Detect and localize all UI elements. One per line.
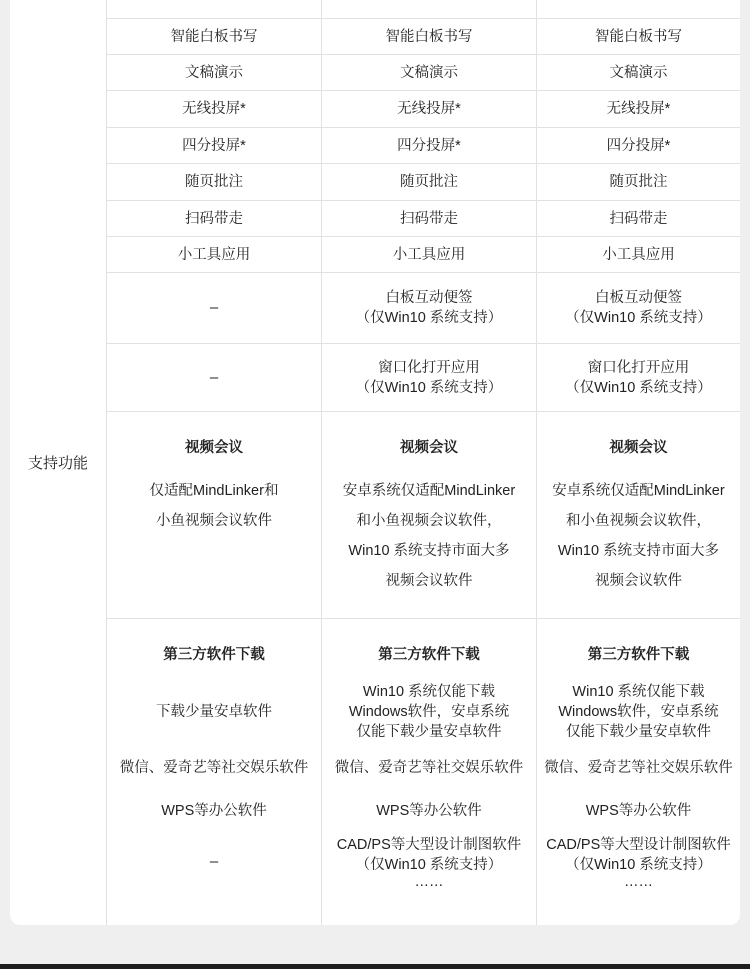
comparison-table <box>10 0 740 925</box>
table-cell: – <box>106 344 321 412</box>
cell-line: 白板互动便签 <box>385 290 473 306</box>
cell-line: 仅能下载少量安卓软件 <box>356 724 502 740</box>
table-cell: 文稿演示 <box>321 55 536 91</box>
cell-line: （仅Win10 系统支持） <box>565 379 712 396</box>
cell-line: 仅适配MindLinker和 <box>149 483 279 499</box>
cell-line: 微信、爱奇艺等社交娱乐软件 <box>334 760 524 776</box>
table-cell <box>536 412 740 619</box>
cell-line: 小鱼视频会议软件 <box>156 513 272 529</box>
table-cell <box>321 344 536 412</box>
cell-block <box>107 679 321 745</box>
table-cell: 随页批注 <box>321 164 536 201</box>
cell-line: WPS等办公软件 <box>585 803 692 819</box>
cell-line: WPS等办公软件 <box>161 803 267 819</box>
table-cell <box>321 273 536 344</box>
cell-line: （仅Win10 系统支持） <box>565 310 712 326</box>
table-cell: 智能白板书写 <box>321 19 536 55</box>
cell-line: 安卓系统仅适配MindLinker <box>342 483 516 499</box>
table-cell <box>536 273 740 344</box>
cell-line: （仅Win10 系统支持） <box>355 379 503 396</box>
cell-block <box>322 832 536 892</box>
cell-block <box>107 832 321 892</box>
table-cell: 文稿演示 <box>536 55 740 91</box>
cell-line: CAD/PS等大型设计制图软件 <box>336 837 522 853</box>
table-cell: 智能白板书写 <box>536 19 740 55</box>
table-cell: 四分投屏* <box>106 128 321 164</box>
table-cell <box>536 0 740 19</box>
table-cell <box>106 412 321 619</box>
comparison-card <box>10 0 740 925</box>
table-cell: 无线投屏* <box>321 91 536 128</box>
table-cell <box>106 0 321 19</box>
table-cell: 小工具应用 <box>536 237 740 273</box>
cell-line: 视频会议软件 <box>385 573 473 589</box>
cell-line: – <box>209 853 219 870</box>
table-cell: 四分投屏* <box>321 128 536 164</box>
cell-line: （仅Win10 系统支持） <box>355 857 503 873</box>
table-cell: 扫码带走 <box>106 201 321 237</box>
cell-line: Win10 系统仅能下载 <box>362 684 496 700</box>
table-cell: 文稿演示 <box>106 55 321 91</box>
cell-block <box>322 679 536 745</box>
cell-title: 视频会议 <box>185 440 243 456</box>
cell-line: 白板互动便签 <box>595 290 682 306</box>
cell-line: Windows软件，安卓系统 <box>348 704 510 720</box>
table-cell: 随页批注 <box>536 164 740 201</box>
cell-block <box>537 832 740 892</box>
cell-line: （仅Win10 系统支持） <box>355 310 503 326</box>
bottom-divider <box>0 964 750 969</box>
cell-line: CAD/PS等大型设计制图软件 <box>546 837 731 853</box>
table-cell: 小工具应用 <box>321 237 536 273</box>
cell-line: 微信、爱奇艺等社交娱乐软件 <box>119 760 309 776</box>
table-cell: 智能白板书写 <box>106 19 321 55</box>
table-cell <box>106 619 321 925</box>
cell-line: …… <box>414 874 444 890</box>
cell-line: 安卓系统仅适配MindLinker <box>552 483 725 499</box>
cell-line: Win10 系统支持市面大多 <box>348 543 510 559</box>
cell-line: 和小鱼视频会议软件， <box>356 513 502 529</box>
table-cell: 扫码带走 <box>536 201 740 237</box>
table-cell: 无线投屏* <box>536 91 740 128</box>
table-cell <box>321 412 536 619</box>
table-cell: 随页批注 <box>106 164 321 201</box>
table-cell <box>536 344 740 412</box>
cell-line: Win10 系统仅能下载 <box>572 684 705 700</box>
cell-title: 第三方软件下载 <box>378 647 480 663</box>
cell-line: 下载少量安卓软件 <box>156 704 272 720</box>
cell-title: 第三方软件下载 <box>587 647 690 663</box>
cell-line: 微信、爱奇艺等社交娱乐软件 <box>544 760 733 776</box>
cell-line: 和小鱼视频会议软件， <box>566 513 711 529</box>
table-cell: 无线投屏* <box>106 91 321 128</box>
cell-line: Windows软件，安卓系统 <box>558 704 719 720</box>
cell-line: 仅能下载少量安卓软件 <box>566 724 711 740</box>
cell-line: 窗口化打开应用 <box>378 359 480 376</box>
table-cell: 扫码带走 <box>321 201 536 237</box>
table-cell <box>321 619 536 925</box>
cell-line: Win10 系统支持市面大多 <box>557 543 720 559</box>
cell-line: WPS等办公软件 <box>376 803 482 819</box>
cell-line: 视频会议软件 <box>595 573 682 589</box>
table-cell: 四分投屏* <box>536 128 740 164</box>
cell-line: …… <box>624 874 653 890</box>
row-label-supported-features: 支持功能 <box>27 455 88 472</box>
table-cell: 小工具应用 <box>106 237 321 273</box>
cell-block <box>537 679 740 745</box>
cell-title: 视频会议 <box>609 440 668 456</box>
table-cell <box>321 0 536 19</box>
cell-title: 视频会议 <box>400 440 458 456</box>
cell-title: 第三方软件下载 <box>163 647 265 663</box>
cell-line: 窗口化打开应用 <box>587 359 690 376</box>
cell-line: （仅Win10 系统支持） <box>565 857 712 873</box>
table-cell: – <box>106 273 321 344</box>
table-cell <box>536 619 740 925</box>
